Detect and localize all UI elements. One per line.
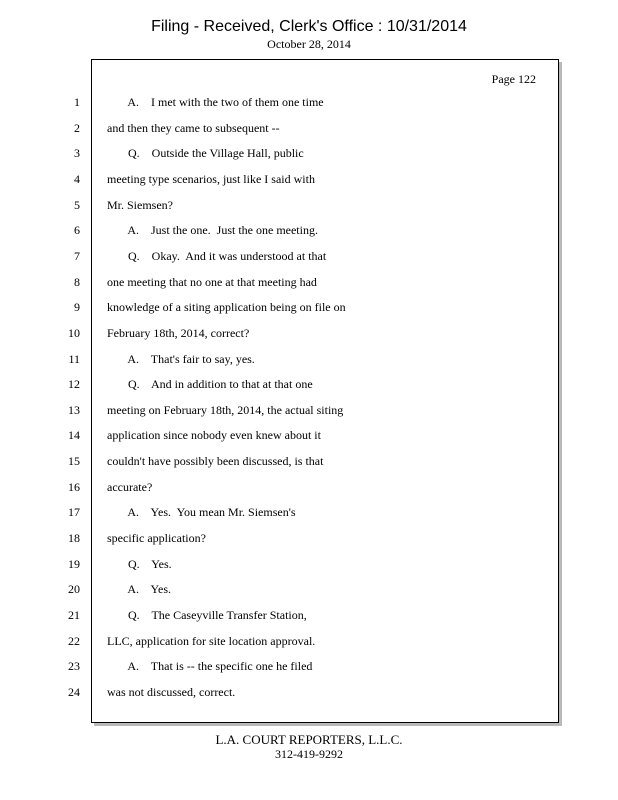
transcript-line-text: meeting on February 18th, 2014, the actual siting	[107, 403, 344, 417]
line-number: 13	[68, 403, 80, 417]
line-number: 1	[74, 95, 80, 109]
transcript-line-text: Mr. Siemsen?	[107, 198, 173, 212]
transcript-line-text: accurate?	[107, 480, 153, 494]
transcript-line-text: Q. Okay. And it was understood at that	[107, 249, 327, 263]
transcript-date: October 28, 2014	[267, 37, 351, 51]
transcript-line-text: application since nobody even knew about it	[107, 428, 321, 442]
transcript-line-text: was not discussed, correct.	[107, 685, 236, 699]
line-number: 11	[68, 352, 80, 366]
line-number: 22	[68, 634, 80, 648]
transcript-line-text: couldn't have possibly been discussed, is that	[107, 454, 324, 468]
transcript-line-text: Q. Yes.	[107, 557, 172, 571]
filing-stamp: Filing - Received, Clerk's Office : 10/31/2014	[151, 18, 467, 35]
line-number: 6	[74, 223, 80, 237]
line-number: 15	[68, 454, 80, 468]
line-number: 21	[68, 608, 80, 622]
line-number: 23	[68, 659, 80, 673]
line-number: 5	[74, 198, 80, 212]
transcript-line-text: and then they came to subsequent --	[107, 121, 280, 135]
transcript-line-text: February 18th, 2014, correct?	[107, 326, 250, 340]
line-number: 16	[68, 480, 80, 494]
line-number: 19	[68, 557, 80, 571]
transcript-line-text: A. That's fair to say, yes.	[107, 352, 255, 366]
transcript-line-text: LLC, application for site location approval.	[107, 634, 316, 648]
line-number: 10	[68, 326, 80, 340]
line-number: 9	[74, 300, 80, 314]
line-number: 12	[68, 377, 80, 391]
transcript-line-text: knowledge of a siting application being on file on	[107, 300, 346, 314]
footer-phone: 312-419-9292	[275, 747, 343, 761]
transcript-line-text: meeting type scenarios, just like I said with	[107, 172, 315, 186]
transcript-line-text: A. Yes.	[107, 582, 172, 596]
line-number: 20	[68, 582, 80, 596]
line-number: 7	[74, 249, 80, 263]
transcript-line-text: A. Yes. You mean Mr. Siemsen's	[107, 505, 296, 519]
line-number: 4	[74, 172, 80, 186]
line-number: 8	[74, 275, 80, 289]
transcript-line-text: A. I met with the two of them one time	[107, 95, 324, 109]
line-number: 3	[74, 146, 80, 160]
transcript-line-text: Q. Outside the Village Hall, public	[107, 146, 304, 160]
line-number: 2	[74, 121, 80, 135]
transcript-line-text: one meeting that no one at that meeting had	[107, 275, 317, 289]
transcript-line-text: specific application?	[107, 531, 206, 545]
transcript-line-text: A. That is -- the specific one he filed	[107, 659, 313, 673]
transcript-line-text: A. Just the one. Just the one meeting.	[107, 223, 318, 237]
footer-company: L.A. COURT REPORTERS, L.L.C.	[215, 732, 403, 747]
page-number: Page 122	[491, 72, 536, 86]
line-number: 17	[68, 505, 80, 519]
line-number: 14	[68, 428, 80, 442]
transcript-line-text: Q. The Caseyville Transfer Station,	[107, 608, 307, 622]
transcript-line-text: Q. And in addition to that at that one	[107, 377, 313, 391]
line-number: 18	[68, 531, 80, 545]
line-number: 24	[68, 685, 80, 699]
